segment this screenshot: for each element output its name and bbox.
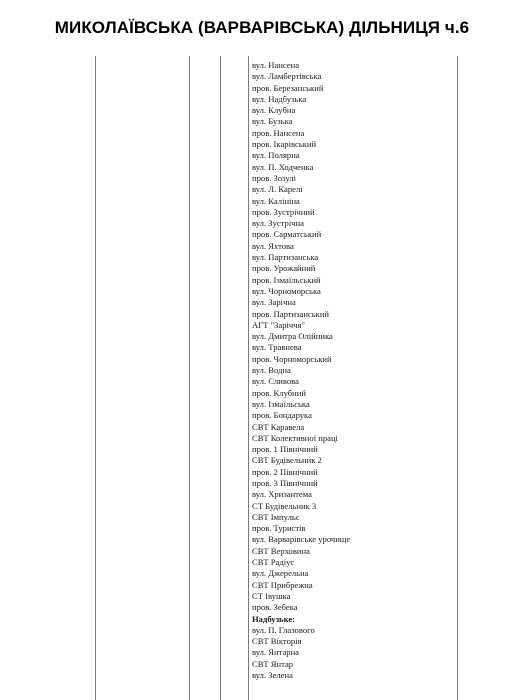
- street-list-item: пров. Партизанський: [252, 308, 330, 319]
- street-list-item: пров. Березанський: [252, 82, 324, 93]
- table-column-divider: [248, 56, 249, 700]
- street-list-item: пров. Ікарівський: [252, 139, 317, 150]
- table-column-divider: [220, 56, 221, 700]
- street-list-item: пров. Нансена: [252, 127, 305, 138]
- street-list-item: СВТ Каравела: [252, 421, 305, 432]
- street-list-item: АГТ "Заріччя": [252, 319, 305, 330]
- street-list-item: СТ Івушка: [252, 590, 291, 601]
- page-title: МИКОЛАЇВСЬКА (ВАРВАРІВСЬКА) ДІЛЬНИЦЯ ч.6: [54, 18, 470, 37]
- street-list-item: пров. Зебека: [252, 602, 298, 613]
- street-list-item: пров. Сарматський: [252, 229, 322, 240]
- street-list-item: пров. Зозулі: [252, 172, 296, 183]
- table-column-divider: [189, 56, 190, 700]
- street-list-item: СВТ Колективної праці: [252, 432, 338, 443]
- street-column: [252, 60, 457, 681]
- street-list-item: СВТ Янтар: [252, 658, 294, 669]
- street-table: [0, 54, 524, 700]
- street-list-item: пров. Урожайний: [252, 263, 316, 274]
- street-list-item: вул. Зустрічна: [252, 218, 304, 229]
- street-list-item: СВТ Вікторія: [252, 636, 302, 647]
- street-list-item: вул. П. Ходченка: [252, 161, 314, 172]
- street-list-item: вул. Травнева: [252, 342, 302, 353]
- street-list-item: СВТ Радіус: [252, 557, 295, 568]
- street-list-item: пров. Туристів: [252, 523, 306, 534]
- street-list-item: вул. Янтарна: [252, 647, 299, 658]
- street-list-item: вул. Яхтова: [252, 240, 294, 251]
- street-list-item: вул. Сливова: [252, 376, 299, 387]
- street-list-item: пров. Бондарука: [252, 410, 312, 421]
- street-list: [252, 60, 457, 681]
- street-list-item: СВТ Імпульс: [252, 511, 300, 522]
- street-list-item: СТ Будівельник 3: [252, 500, 317, 511]
- street-list-item: вул. Надбузька: [252, 93, 307, 104]
- street-list-item: СВТ Верховина: [252, 545, 310, 556]
- street-list-item: вул. Дмитра Олійника: [252, 331, 333, 342]
- street-list-item: вул. Партизанська: [252, 252, 319, 263]
- street-list-item: вул. Л. Карелі: [252, 184, 303, 195]
- table-column-divider: [457, 56, 458, 700]
- street-list-item: вул. Бузька: [252, 116, 293, 127]
- street-list-item: пров. 3 Північний: [252, 477, 318, 488]
- street-list-item: вул. Хризантема: [252, 489, 312, 500]
- street-list-item: вул. Клубна: [252, 105, 296, 116]
- street-list-item: пров. Клубний: [252, 387, 306, 398]
- street-list-item: СВТ Будівельник 2: [252, 455, 322, 466]
- street-list-item: вул. Ізмаїльська: [252, 398, 310, 409]
- street-list-item: пров. 1 Північний: [252, 444, 318, 455]
- street-list-item: вул. П. Глазового: [252, 624, 315, 635]
- street-list-item: пров. Ізмаїльський: [252, 274, 321, 285]
- street-list-item: вул. Нансена: [252, 60, 300, 70]
- street-list-item: пров. 2 Північний: [252, 466, 318, 477]
- street-list-item: вул. Зелена: [252, 670, 293, 681]
- street-list-item: вул. Зарічна: [252, 297, 296, 308]
- street-list-item: пров. Чорноморський: [252, 353, 332, 364]
- street-list-item: СВТ Прибрежна: [252, 579, 313, 590]
- street-list-item: вул. Чорноморська: [252, 285, 321, 296]
- street-list-item: вул. Джерельна: [252, 568, 309, 579]
- street-list-heading: Надбузьке:: [252, 613, 296, 624]
- street-list-item: вул. Водна: [252, 365, 291, 376]
- street-list-item: пров. Зустрічний: [252, 206, 315, 217]
- street-list-item: вул. Ламбертівська: [252, 71, 322, 82]
- street-list-item: вул. Полярна: [252, 150, 300, 161]
- street-list-item: вул. Варварівське урочище: [252, 534, 351, 545]
- street-list-item: вул. Калініна: [252, 195, 300, 206]
- table-column-divider: [95, 56, 96, 700]
